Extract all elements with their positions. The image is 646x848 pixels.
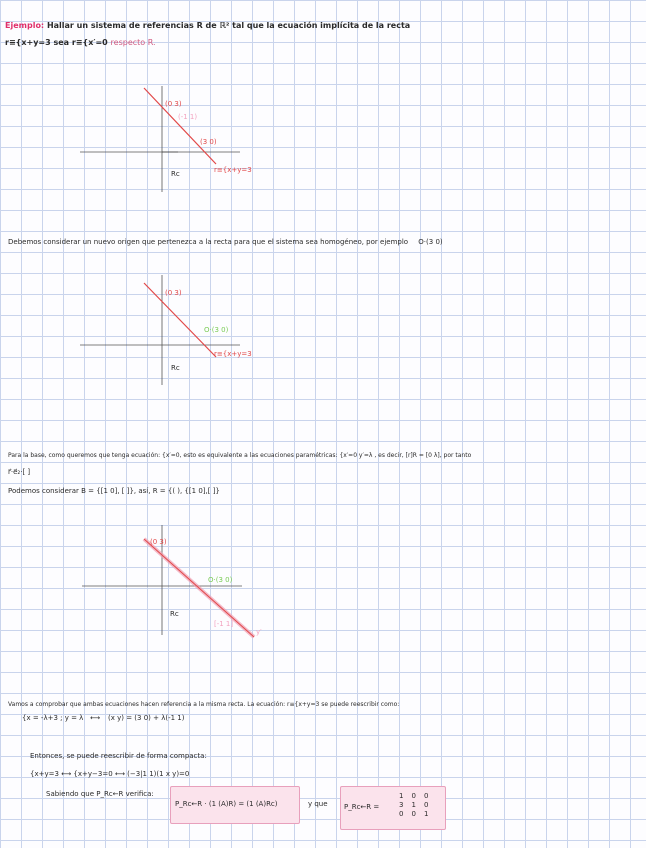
m21: 3 (399, 801, 404, 809)
para2-line2: r⃗·e⃗₂·[ ] (8, 468, 31, 476)
m22: 1 (411, 801, 416, 809)
m33: 1 (423, 810, 429, 818)
m23: 0 (423, 801, 429, 809)
box-matrix (340, 786, 446, 830)
y-que: y que (308, 800, 328, 808)
matrix-row-2 (399, 801, 439, 810)
g3-origin-label: Rc (170, 610, 179, 618)
example-line2 (5, 38, 156, 47)
example-statement: Hallar un sistema de referencias R de ℝ² tal que la ecuación implícita de la recta (46, 21, 411, 30)
g3-pt-top: (0 3) (150, 538, 167, 546)
para2-line3: Podemos considerar B = {[1 0], [ ]}, así, R = {( ), {[1 0],[ ]} (8, 487, 220, 495)
matrix-grid (399, 792, 439, 819)
g1-line-label: r≡{x+y=3 (214, 166, 252, 174)
para4-line1: Entonces, se puede reescribir de forma compacta: (30, 752, 207, 760)
m13: 0 (423, 792, 429, 800)
matrix-row-1 (399, 792, 439, 801)
m31: 0 (399, 810, 404, 818)
matrix-row-3 (399, 810, 439, 819)
para4-line3: Sabiendo que P_Rc←R verifica: (46, 790, 154, 798)
box-equation (170, 786, 300, 824)
g3-pt-origin: O·(3 0) (208, 576, 233, 584)
para2-line1: Para la base, como queremos que tenga ecuación: {x′=0, esto es equivalente a las ecuaciones paramétricas: {x′=0 y′=λ , es decir, [r]R = [0 λ], por tanto (8, 452, 472, 459)
g1-origin-label: Rc (171, 170, 180, 178)
m32: 0 (411, 810, 416, 818)
g1-pt-mid: (-1 1) (178, 113, 198, 121)
para1-body: Debemos considerar un nuevo origen que pertenezca a la recta para que el sistema sea homogéneo, por ejemplo (8, 238, 409, 246)
g2-line-label: r≡{x+y=3 (214, 350, 252, 358)
para4-line2: {x+y=3 ⟷ {x+y−3=0 ⟷ (−3|1 1)(1 x y)=0 (30, 770, 190, 778)
para1-text (8, 238, 443, 247)
example-tag: Ejemplo: (5, 21, 45, 30)
box-matrix-label: P_Rc←R = (344, 803, 380, 811)
g3-yprime: y′ (256, 628, 262, 636)
g2-origin-label: Rc (171, 364, 180, 372)
g2-pt-origin: O·(3 0) (204, 326, 229, 334)
g1-pt-right: (3 0) (200, 138, 217, 146)
para1-origin: O·(3 0) (418, 238, 443, 246)
box-equation-text: P_Rc←R · (1 (A)R) = (1 (A)Rc) (175, 800, 278, 808)
para3-vec-eq: (x y) = (3 0) + λ(-1 1) (108, 714, 185, 722)
g1-pt-top: (0 3) (165, 100, 182, 108)
example-label (5, 21, 410, 30)
para3-line1: Vamos a comprobar que ambas ecuaciones hacen referencia a la misma recta. La ecuación: r≡{x+y=3 se puede reescribir como: (8, 701, 400, 708)
example-recta: r≡{x+y=3 sea r≡{x′=0 (5, 38, 108, 47)
g2-pt-top: (0 3) (165, 289, 182, 297)
graph-3 (82, 525, 282, 645)
m12: 0 (411, 792, 416, 800)
para3-sys: {x = -λ+3 ; y = λ (22, 714, 84, 722)
respecto-text: respecto R. (110, 38, 156, 47)
para3-arrow: ⟷ (90, 714, 101, 722)
m11: 1 (399, 792, 404, 800)
g3-vec-label: [-1 1] (214, 620, 234, 628)
